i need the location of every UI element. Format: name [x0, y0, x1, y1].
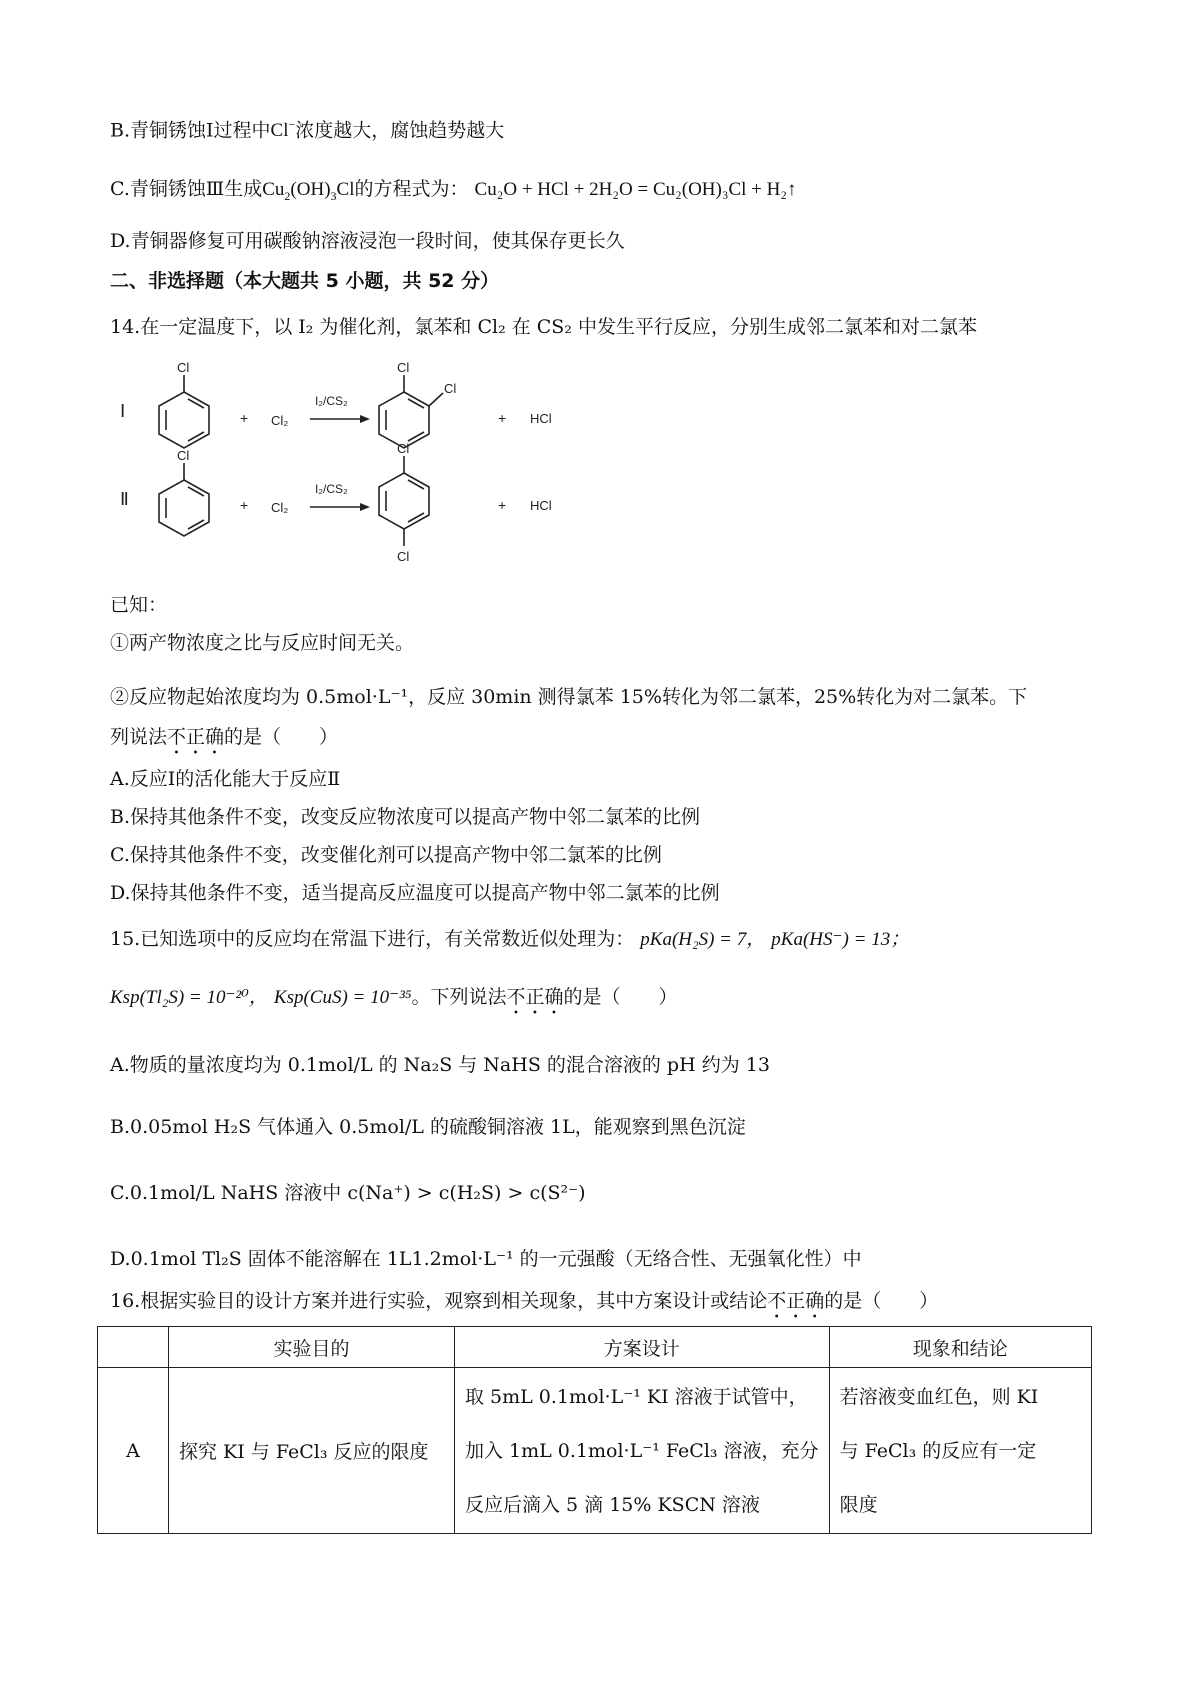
- q13-option-c-text: C.青铜锈蚀Ⅲ生成: [110, 178, 263, 200]
- design-line-2: 加入 1mL 0.1mol·L⁻¹ FeCl₃ 溶液，充分: [465, 1439, 819, 1462]
- header-result: 现象和结论: [829, 1327, 1091, 1368]
- q13-option-b: [110, 118, 504, 143]
- q16-emphasis: 不正确: [767, 1290, 825, 1312]
- q13-option-b-text-end: 浓度越大，腐蚀趋势越大: [295, 119, 505, 142]
- chloride-charge: −: [288, 118, 296, 132]
- row1-label: Ⅰ: [120, 401, 126, 421]
- q14-option-c: C.保持其他条件不变，改变催化剂可以提高产物中邻二氯苯的比例: [110, 844, 662, 866]
- pka1: pKa(H₂S) = 7，: [640, 929, 766, 950]
- q14-question: [110, 726, 338, 759]
- q16-stem-text: 16.根据实验目的设计方案并进行实验，观察到相关现象，其中方案设计或结论: [110, 1290, 768, 1312]
- result-line-3: 限度: [839, 1493, 878, 1516]
- q16-stem-end: 的是（ ）: [824, 1290, 939, 1312]
- table-row: [98, 1368, 1092, 1534]
- q14-known: 已知：: [110, 594, 168, 616]
- q14-question-text: 列说法: [110, 726, 168, 748]
- row-design: [455, 1368, 830, 1534]
- design-line-1: 取 5mL 0.1mol·L⁻¹ KI 溶液于试管中，: [465, 1385, 808, 1408]
- hydroxide-group: (OH): [290, 179, 331, 200]
- chlorobenzene-ring-1: [159, 375, 209, 448]
- experiment-table: [97, 1326, 1092, 1534]
- arrowhead-2: [360, 503, 370, 511]
- row-label: A: [98, 1368, 169, 1534]
- hcl-2: HCl: [530, 498, 552, 513]
- cl-label-3: Cl: [444, 381, 457, 396]
- q13-option-d: D.青铜器修复可用碳酸钠溶液浸泡一段时间，使其保存更长久: [110, 230, 625, 252]
- q13-option-c: [110, 178, 796, 203]
- cl-label-6: Cl: [397, 549, 410, 564]
- q15-ksp-line: [110, 986, 677, 1019]
- q14-option-a: A.反应Ⅰ的活化能大于反应Ⅱ: [110, 768, 341, 790]
- q13-option-b-text: B.青铜锈蚀Ⅰ过程中: [110, 119, 271, 142]
- result-line-1: 若溶液变血红色，则 KI: [839, 1385, 1039, 1408]
- q14-question-end: 的是（ ）: [224, 726, 339, 748]
- q15-emphasis: 不正确: [506, 986, 564, 1008]
- ksp-cus: Ksp(CuS) = 10⁻³⁵: [273, 987, 412, 1008]
- design-line-3: 反应后滴入 5 滴 15% KSCN 溶液: [465, 1493, 760, 1516]
- q15-option-c: C.0.1mol/L NaHS 溶液中 c(Na⁺) > c(H₂S) > c(S²⁻): [110, 1182, 586, 1204]
- cl-symbol: Cl: [336, 179, 355, 200]
- p-dichlorobenzene-ring: [379, 456, 429, 546]
- q14-option-b: B.保持其他条件不变，改变反应物浓度可以提高产物中邻二氯苯的比例: [110, 806, 701, 828]
- arrowhead-1: [360, 415, 370, 423]
- cl-label-5: Cl: [397, 441, 410, 456]
- row2-label: Ⅱ: [120, 489, 129, 509]
- section-heading: 二、非选择题（本大题共 5 小题，共 52 分）: [110, 270, 500, 292]
- chlorobenzene-ring-2: [159, 463, 209, 536]
- q16-stem: [110, 1290, 938, 1323]
- catalyst-1: I₂/CS₂: [315, 394, 348, 408]
- plus-2a: +: [240, 497, 249, 513]
- plus-2b: +: [498, 497, 507, 513]
- q15-option-b: B.0.05mol H₂S 气体通入 0.5mol/L 的硫酸铜溶液 1L，能观察到黑色沉淀: [110, 1116, 746, 1138]
- plus-1b: +: [498, 410, 507, 426]
- corrosion-equation: Cu₂O + HCl + 2H₂O = Cu₂(OH)₃Cl + H₂↑: [474, 179, 797, 200]
- q14-stem: 14.在一定温度下，以 I₂ 为催化剂，氯苯和 Cl₂ 在 CS₂ 中发生平行反应，分别生成邻二氯苯和对二氯苯: [110, 316, 977, 338]
- header-blank: [98, 1327, 169, 1368]
- cl-label-4: Cl: [177, 448, 190, 463]
- reaction-scheme: [110, 355, 1080, 580]
- q14-known-1: ①两产物浓度之比与反应时间无关。: [110, 632, 415, 654]
- cl-label-2: Cl: [397, 360, 410, 375]
- header-purpose: 实验目的: [169, 1327, 455, 1368]
- q14-emphasis: 不正确: [167, 726, 225, 748]
- cl2-1: Cl₂: [271, 413, 289, 428]
- row-result: [829, 1368, 1091, 1534]
- cl2-2: Cl₂: [271, 500, 289, 515]
- q15-stem: [110, 928, 909, 952]
- table-header-row: [98, 1327, 1092, 1368]
- cu-subscript: 2: [284, 188, 291, 203]
- q15-option-d: D.0.1mol Tl₂S 固体不能溶解在 1L1.2mol·L⁻¹ 的一元强酸（无络合性、无强氧化性）中: [110, 1248, 862, 1270]
- cl-label-1: Cl: [177, 360, 190, 375]
- chloride-formula: [271, 120, 296, 141]
- ksp-tl2s: Ksp(Tl₂S) = 10⁻²⁰，: [110, 987, 268, 1008]
- chloride-symbol: Cl: [270, 120, 289, 142]
- q15-question-end: 的是（ ）: [563, 986, 678, 1008]
- pka2: pKa(HS⁻) = 13；: [771, 929, 910, 950]
- q13-option-c-text-mid: 的方程式为：: [354, 178, 469, 200]
- q14-option-d: D.保持其他条件不变，适当提高反应温度可以提高产物中邻二氯苯的比例: [110, 882, 720, 904]
- hydroxide-subscript: 3: [330, 188, 337, 203]
- o-dichlorobenzene-ring: [379, 375, 443, 448]
- q15-stem-text: 15.已知选项中的反应均在常温下进行，有关常数近似处理为：: [110, 928, 635, 950]
- cu-symbol: Cu: [262, 179, 285, 200]
- hcl-1: HCl: [530, 411, 552, 426]
- catalyst-2: I₂/CS₂: [315, 482, 348, 496]
- q15-question-text: 。下列说法: [411, 986, 507, 1008]
- result-line-2: 与 FeCl₃ 的反应有一定: [839, 1439, 1037, 1462]
- q15-option-a: A.物质的量浓度均为 0.1mol/L 的 Na₂S 与 NaHS 的混合溶液的 pH 约为 13: [110, 1054, 770, 1076]
- row-purpose: 探究 KI 与 FeCl₃ 反应的限度: [169, 1368, 455, 1534]
- header-design: 方案设计: [455, 1327, 830, 1368]
- plus-1a: +: [240, 410, 249, 426]
- basic-copper-chloride-formula: [262, 179, 355, 203]
- q14-known-2: ②反应物起始浓度均为 0.5mol·L⁻¹，反应 30min 测得氯苯 15%转化为邻二氯苯，25%转化为对二氯苯。下: [110, 686, 1028, 708]
